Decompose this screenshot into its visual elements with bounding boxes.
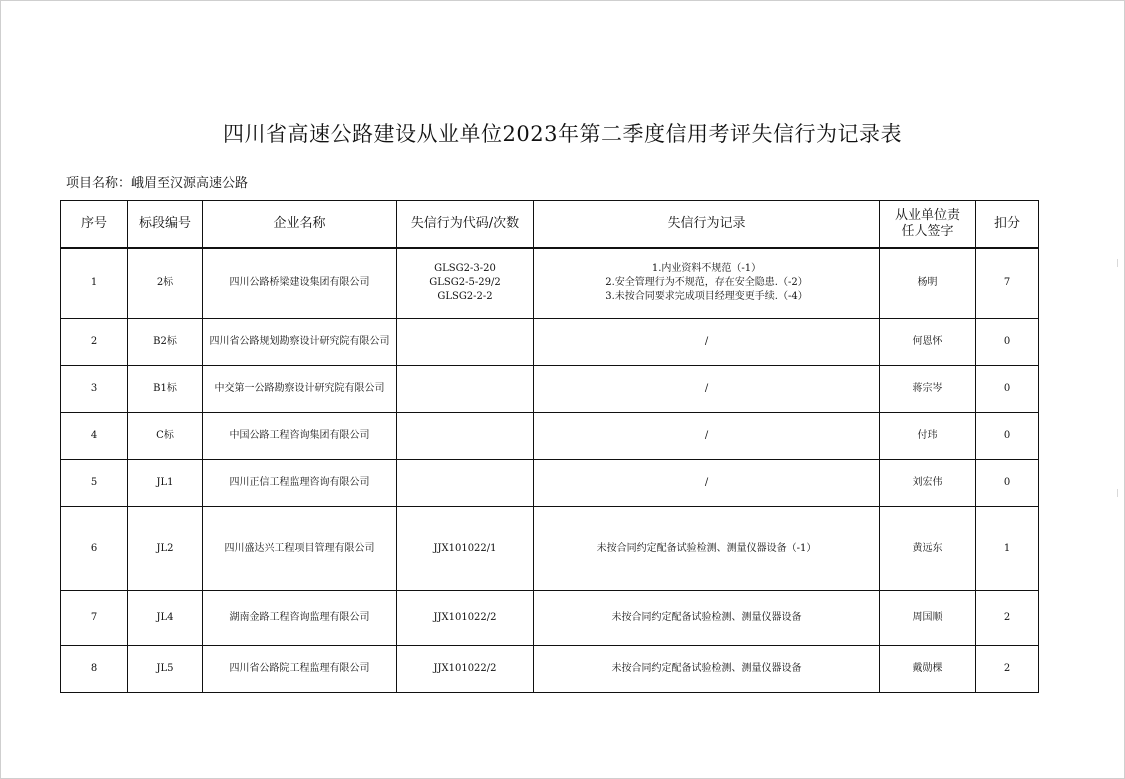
table-row — [61, 248, 1039, 319]
code-line: GLSG2-5-29/2 — [429, 277, 501, 289]
cell-code — [397, 460, 534, 507]
cell-section: B2标 — [128, 319, 203, 366]
cell-record: / — [534, 319, 880, 366]
cell-no: 1 — [61, 248, 128, 319]
cell-record: 未按合同约定配备试验检测、测量仪器设备 — [534, 646, 880, 693]
record-line: 2.安全管理行为不规范，存在安全隐患.（-2） — [605, 277, 808, 289]
cell-company: 四川正信工程监理咨询有限公司 — [203, 460, 397, 507]
cell-record: 未按合同约定配备试验检测、测量仪器设备（-1） — [534, 507, 880, 591]
cell-record: / — [534, 366, 880, 413]
cell-section: JL2 — [128, 507, 203, 591]
cell-company: 四川公路桥梁建设集团有限公司 — [203, 248, 397, 319]
cell-no: 5 — [61, 460, 128, 507]
cell-signer: 杨明 — [880, 248, 976, 319]
record-line: 1.内业资料不规范（-1） — [651, 263, 762, 275]
cell-deduction: 1 — [976, 507, 1039, 591]
cell-code: JJX101022/2 — [397, 591, 534, 646]
cell-record — [534, 248, 880, 319]
cell-record: / — [534, 413, 880, 460]
cell-section: B1标 — [128, 366, 203, 413]
table-row — [61, 460, 1039, 507]
project-name: 项目名称：峨眉至汉源高速公路 — [66, 176, 249, 191]
cell-section: C标 — [128, 413, 203, 460]
cell-no: 4 — [61, 413, 128, 460]
credit-record-table — [60, 200, 1039, 693]
page-edge-mark — [1113, 259, 1118, 267]
cell-no: 7 — [61, 591, 128, 646]
cell-deduction: 2 — [976, 646, 1039, 693]
col-header-signer: 从业单位责任人签字 — [880, 201, 976, 248]
cell-deduction: 0 — [976, 319, 1039, 366]
cell-signer: 付玮 — [880, 413, 976, 460]
table-row — [61, 591, 1039, 646]
cell-deduction: 0 — [976, 460, 1039, 507]
cell-section: 2标 — [128, 248, 203, 319]
cell-signer: 蒋宗岑 — [880, 366, 976, 413]
cell-company: 四川盛达兴工程项目管理有限公司 — [203, 507, 397, 591]
cell-no: 6 — [61, 507, 128, 591]
page-edge-mark — [1113, 489, 1118, 497]
cell-deduction: 2 — [976, 591, 1039, 646]
cell-section: JL1 — [128, 460, 203, 507]
code-line: GLSG2-2-2 — [437, 291, 493, 303]
cell-no: 2 — [61, 319, 128, 366]
cell-signer: 刘宏伟 — [880, 460, 976, 507]
cell-signer: 周国顺 — [880, 591, 976, 646]
cell-signer: 黄远东 — [880, 507, 976, 591]
cell-deduction: 0 — [976, 366, 1039, 413]
table-row — [61, 319, 1039, 366]
cell-code — [397, 413, 534, 460]
document-title: 四川省高速公路建设从业单位2023年第二季度信用考评失信行为记录表 — [223, 122, 902, 146]
cell-record: 未按合同约定配备试验检测、测量仪器设备 — [534, 591, 880, 646]
cell-no: 3 — [61, 366, 128, 413]
cell-company: 湖南金路工程咨询监理有限公司 — [203, 591, 397, 646]
table-row — [61, 413, 1039, 460]
cell-company: 四川省公路规划勘察设计研究院有限公司 — [203, 319, 397, 366]
col-header-company: 企业名称 — [203, 201, 397, 248]
col-header-record: 失信行为记录 — [534, 201, 880, 248]
col-header-deduction: 扣分 — [976, 201, 1039, 248]
table-header-row — [61, 201, 1039, 248]
cell-company: 中交第一公路勘察设计研究院有限公司 — [203, 366, 397, 413]
cell-deduction: 0 — [976, 413, 1039, 460]
cell-code — [397, 248, 534, 319]
table-row — [61, 646, 1039, 693]
cell-company: 四川省公路院工程监理有限公司 — [203, 646, 397, 693]
cell-no: 8 — [61, 646, 128, 693]
cell-signer: 戴勋棵 — [880, 646, 976, 693]
table-row — [61, 366, 1039, 413]
cell-company: 中国公路工程咨询集团有限公司 — [203, 413, 397, 460]
cell-deduction: 7 — [976, 248, 1039, 319]
cell-signer: 何恩怀 — [880, 319, 976, 366]
col-header-no: 序号 — [61, 201, 128, 248]
col-header-section: 标段编号 — [128, 201, 203, 248]
cell-code — [397, 366, 534, 413]
code-line: GLSG2-3-20 — [434, 263, 496, 275]
cell-section: JL4 — [128, 591, 203, 646]
cell-code: JJX101022/2 — [397, 646, 534, 693]
record-line: 3.未按合同要求完成项目经理变更手续.（-4） — [605, 291, 808, 303]
cell-code: JJX101022/1 — [397, 507, 534, 591]
table-row — [61, 507, 1039, 591]
cell-code — [397, 319, 534, 366]
col-header-code: 失信行为代码/次数 — [397, 201, 534, 248]
cell-section: JL5 — [128, 646, 203, 693]
cell-record: / — [534, 460, 880, 507]
